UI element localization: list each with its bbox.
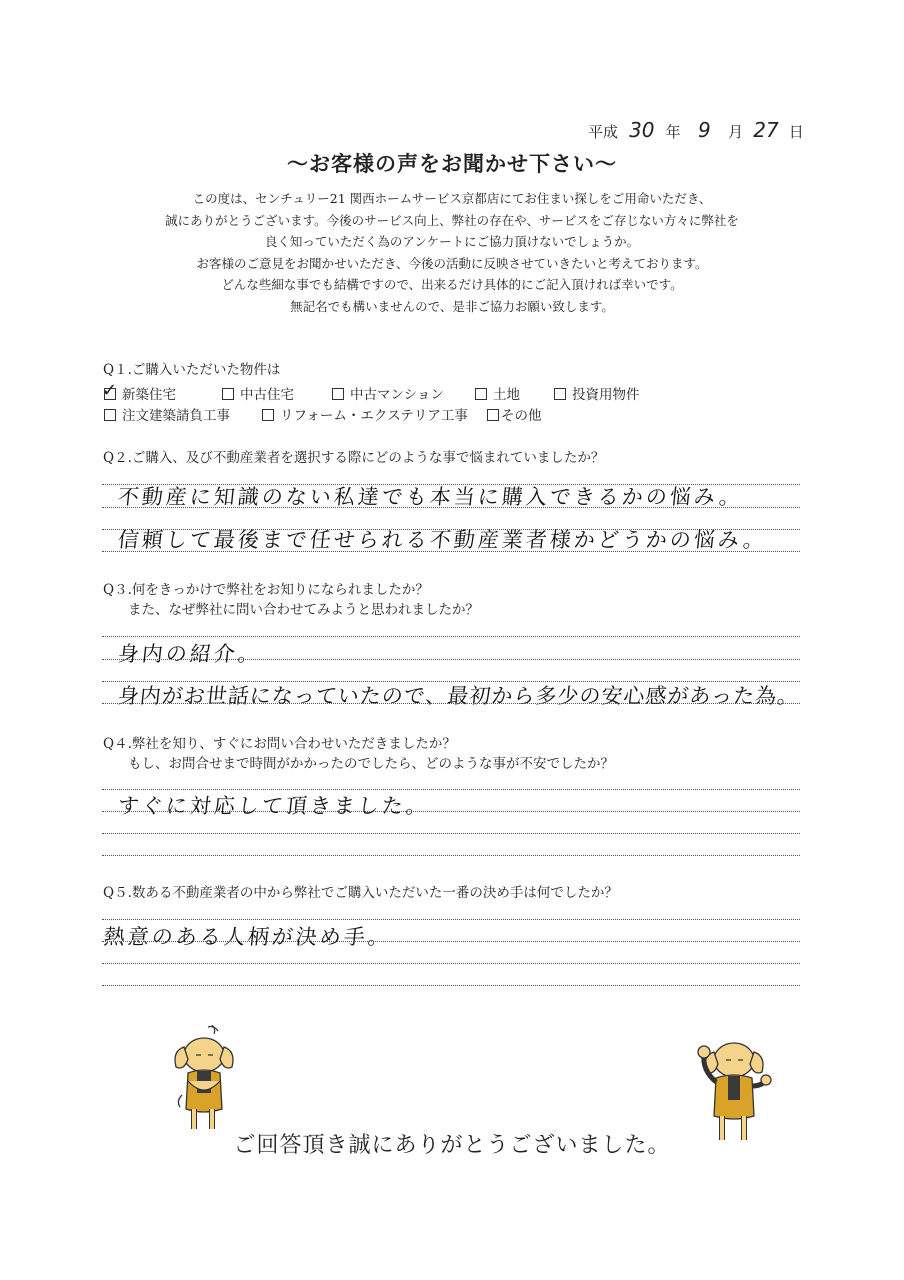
intro-line: どんな些細な事でも結構ですので、出来るだけ具体的にご記入頂ければ幸いです。 — [221, 277, 683, 292]
option-investment[interactable] — [554, 383, 640, 403]
q1-question: Q１.ご購入いただいた物件は — [103, 362, 281, 378]
q4-question-line2: もし、お問合せまで時間がかかったのでしたら、どのような事が不安でしたか？ — [128, 756, 614, 772]
q4-answer[interactable]: すぐに対応して頂きました。 — [116, 794, 432, 818]
date-year-unit: 年 — [665, 123, 681, 141]
answer-line — [102, 919, 800, 920]
answer-line — [102, 551, 800, 552]
checkbox[interactable] — [554, 388, 566, 400]
answer-line — [102, 811, 800, 812]
date-month: 9 — [698, 118, 711, 142]
option-new-house[interactable] — [104, 383, 176, 403]
intro-line: この度は、センチュリー21 関西ホームサービス京都店にてお住まい探しをご用命いただき、 — [192, 191, 712, 206]
answer-line — [102, 703, 800, 704]
option-label: リフォーム・エクステリア工事 — [280, 408, 468, 424]
closing-message: ご回答頂き誠にありがとうございました。 — [233, 1133, 671, 1158]
date-day-unit: 日 — [788, 123, 804, 141]
checkbox[interactable] — [487, 409, 499, 421]
checkbox[interactable] — [222, 388, 234, 400]
mascot-dog-bowing-icon — [168, 1025, 238, 1133]
option-reform[interactable] — [262, 404, 468, 424]
option-land[interactable] — [475, 383, 520, 403]
checkbox[interactable] — [104, 409, 116, 421]
answer-line — [102, 941, 800, 942]
q5-question: Q５.数ある不動産業者の中から弊社でご購入いただいた一番の決め手は何でしたか？ — [103, 885, 618, 901]
option-label: 中古住宅 — [240, 387, 294, 403]
answer-line — [102, 507, 800, 508]
option-label: 投資用物件 — [572, 387, 640, 403]
q3-question: Q３.何をきっかけで弊社をお知りになられましたか？ — [103, 582, 429, 598]
option-label: その他 — [501, 408, 542, 424]
intro-line: 無記名でも構いませんので、是非ご協力お願い致します。 — [290, 298, 614, 314]
checkbox[interactable] — [262, 409, 274, 421]
q5-answer[interactable]: 熱意のある人柄が決め手。 — [102, 925, 394, 949]
q3-answer[interactable]: 身内の紹介。 — [116, 642, 264, 666]
option-custom-build[interactable] — [104, 404, 230, 424]
checkbox[interactable] — [475, 388, 487, 400]
q2-answer[interactable]: 不動産に知識のない私達でも本当に購入できるかの悩み。 — [116, 485, 745, 509]
date-year: 30 — [629, 118, 655, 142]
answer-line — [102, 636, 800, 637]
answer-line — [102, 855, 800, 856]
option-used-mansion[interactable] — [332, 383, 444, 403]
page-title: ～お客様の声をお聞かせ下さい～ — [287, 151, 617, 176]
intro-line: 誠にありがとうございます。今後のサービス向上、弊社の存在や、サービスをご存じない方々に弊社を — [165, 212, 739, 228]
answer-line — [102, 833, 800, 834]
q2-answer[interactable]: 信頼して最後まで任せられる不動産業者様かどうかの悩み。 — [116, 528, 769, 552]
option-label: 中古マンション — [350, 387, 444, 403]
q3-question-line2: また、なぜ弊社に問い合わせてみようと思われましたか？ — [128, 602, 479, 618]
q3-answer[interactable]: 身内がお世話になっていたので、最初から多少の安心感があった為。 — [116, 684, 801, 708]
q4-question: Q４.弊社を知り、すぐにお問い合わせいただきましたか？ — [103, 736, 456, 752]
date-month-unit: 月 — [728, 123, 744, 141]
date-line — [588, 118, 804, 142]
checkbox-checked[interactable] — [104, 388, 116, 400]
intro-line: 良く知っていただく為のアンケートにご協力頂けないでしょうか。 — [264, 234, 640, 249]
option-used-house[interactable] — [222, 383, 294, 403]
intro-line: お客様のご意見をお聞かせいただき、今後の活動に反映させていきたいと考えております。 — [196, 255, 708, 271]
option-label: 注文建築請負工事 — [122, 408, 230, 424]
date-day: 27 — [753, 118, 779, 142]
intro-text — [0, 188, 904, 317]
option-label: 土地 — [493, 387, 520, 403]
date-era: 平成 — [588, 123, 619, 141]
option-label: 新築住宅 — [122, 387, 176, 403]
q2-question: Q２.ご購入、及び不動産業者を選択する際にどのような事で悩まれていましたか？ — [103, 450, 605, 466]
option-other[interactable] — [487, 404, 542, 424]
answer-line — [102, 963, 800, 964]
answer-line — [102, 659, 800, 660]
checkbox[interactable] — [332, 388, 344, 400]
answer-line — [102, 985, 800, 986]
